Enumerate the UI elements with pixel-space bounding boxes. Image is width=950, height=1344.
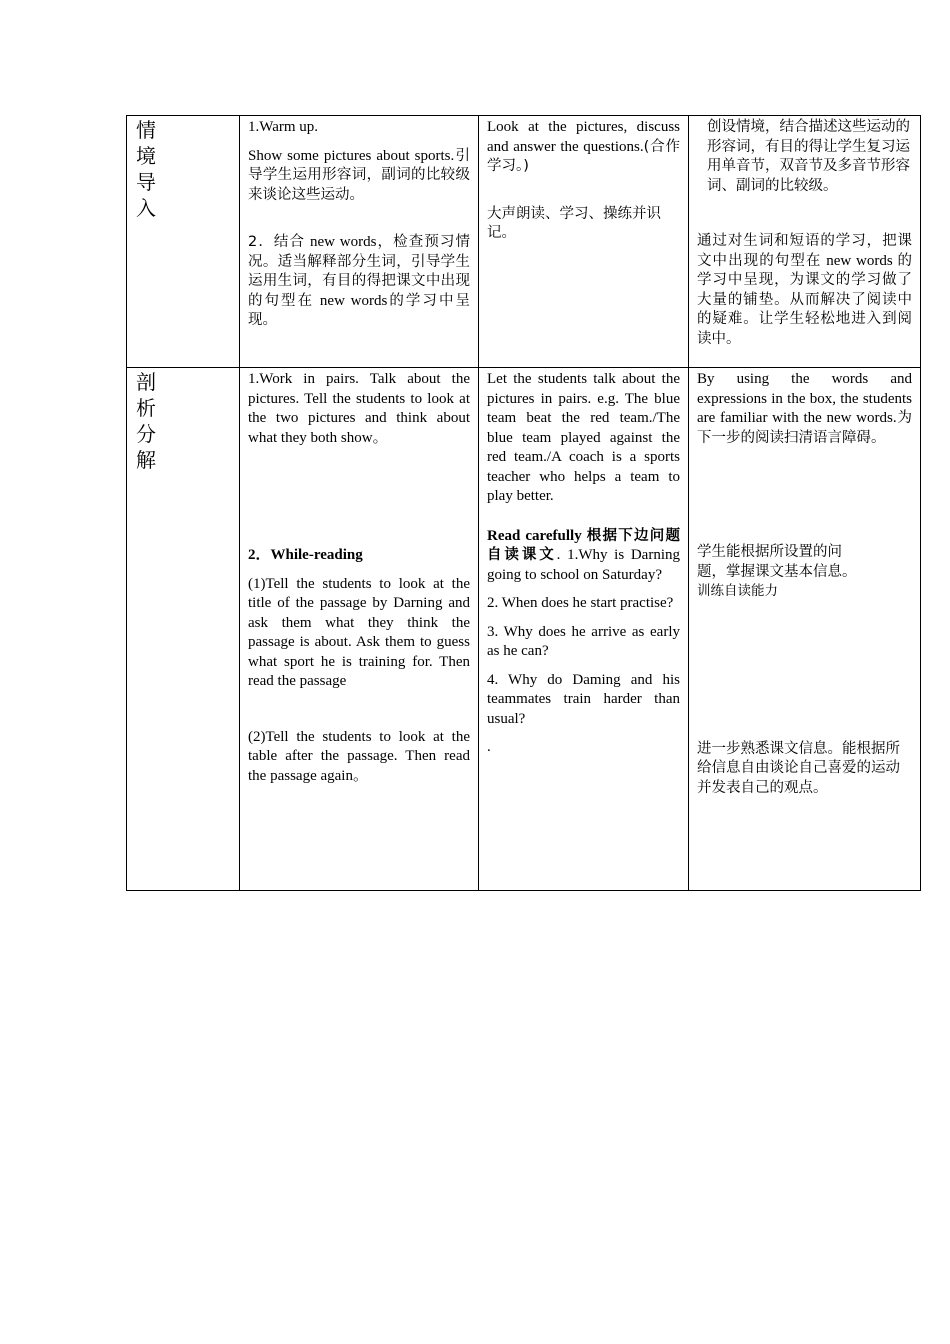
while-reading-step-1: (1)Tell the students to look at the title of the passage by Darning and ask them what they think the passage is about. Ask them to guess what sport he is training for. Then read the passage bbox=[248, 575, 470, 689]
discuss-text-cn: (合作学习。) bbox=[487, 138, 680, 174]
warmup-heading: 1.Warm up. bbox=[248, 119, 319, 135]
purpose-text-3-en: By using the words and expressions in the box, the students are familiar with the new words. bbox=[697, 371, 912, 426]
student-activity-cell bbox=[479, 368, 689, 891]
read-aloud-text: 大声朗读、学习、操练并识记。 bbox=[487, 205, 661, 241]
purpose-text-2a: 通过对生词和短语的学习，把课文中出现的句型在 bbox=[697, 233, 912, 269]
lesson-plan-table bbox=[126, 115, 921, 891]
while-reading-step-2: (2)Tell the students to look at the table after the passage. Then read the passage again。 bbox=[248, 728, 470, 784]
while-reading-heading: 2．While-reading bbox=[248, 547, 363, 563]
question-4: 4. Why do Daming and his teammates train harder than usual? bbox=[487, 671, 680, 727]
purpose-text-2 bbox=[697, 232, 912, 349]
warmup-text-en: Show some pictures about sports. bbox=[248, 147, 455, 164]
question-2: 2. When does he start practise? bbox=[487, 595, 674, 611]
trailing-dot: . bbox=[487, 739, 491, 755]
new-words-text-a: 2．结合 bbox=[248, 234, 306, 250]
question-3: 3. Why does he arrive as early as he can? bbox=[487, 623, 680, 659]
purpose-text-3 bbox=[697, 370, 912, 448]
purpose-text-4 bbox=[697, 543, 857, 602]
new-words-text-c: ，检查预习情况。适当解释部分生词，引导学生运用生词，有目的得把课文中出现的句型在 bbox=[248, 234, 471, 309]
new-words-text-e: 的学习中呈现。 bbox=[248, 292, 470, 328]
talk-about-pictures-text: Let the students talk about the pictures in pairs. e.g. The blue team beat the red team./The blue team played against the red team./A coach is a sports teacher who helps a team to play better. bbox=[487, 371, 680, 504]
new-words-text-b: new words bbox=[305, 234, 377, 250]
pair-work-text: 1.Work in pairs. Talk about the pictures. Tell the students to look at the two pictures and think about what they both show。 bbox=[248, 371, 470, 446]
read-carefully-en: Read carefully bbox=[487, 527, 587, 544]
stage-cell bbox=[127, 116, 240, 368]
purpose-text-4b: 训练自读能力 bbox=[697, 583, 778, 599]
table-row bbox=[127, 368, 921, 891]
discuss-text bbox=[487, 118, 680, 177]
new-words-text-d: new words bbox=[314, 292, 388, 309]
purpose-text-2c: 的学习中呈现，为课文的学习做了大量的铺垫。从而解决了阅读中的疑难。让学生轻松地进入到阅读中。 bbox=[697, 252, 913, 347]
read-carefully-cn: 根据下边问题自读课文 bbox=[487, 527, 680, 563]
warmup-text bbox=[248, 147, 470, 206]
purpose-cell bbox=[689, 368, 921, 891]
teacher-activity-cell bbox=[240, 116, 479, 368]
purpose-cell bbox=[689, 116, 921, 368]
purpose-text-1: 创设情境，结合描述这些运动的形容词，有目的得让学生复习运用单音节，双音节及多音节形容词、副词的比较级。 bbox=[707, 119, 910, 194]
new-words-text bbox=[248, 233, 470, 331]
purpose-text-5: 进一步熟悉课文信息。能根据所给信息自由谈论自己喜爱的运动并发表自己的观点。 bbox=[697, 740, 900, 796]
question-1: . 1.Why is Darning going to school on Saturday? bbox=[487, 547, 680, 583]
student-activity-cell bbox=[479, 116, 689, 368]
warmup-text-cn: 引导学生运用形容词，副词的比较级来谈论这些运动。 bbox=[248, 147, 471, 203]
teacher-activity-cell bbox=[240, 368, 479, 891]
purpose-text-4a: 学生能根据所设置的问题，掌握课文基本信息。 bbox=[697, 544, 857, 580]
stage-cell bbox=[127, 368, 240, 891]
stage-label: 剖析分解 bbox=[136, 370, 156, 472]
purpose-text-3-cn: 为下一步的阅读扫清语言障碍。 bbox=[697, 410, 913, 446]
table-row bbox=[127, 116, 921, 368]
discuss-text-en: Look at the pictures, discuss and answer the questions. bbox=[487, 119, 680, 155]
stage-label: 情境导入 bbox=[136, 118, 156, 220]
purpose-text-2b: new words bbox=[821, 252, 898, 269]
read-carefully-text bbox=[487, 527, 680, 586]
